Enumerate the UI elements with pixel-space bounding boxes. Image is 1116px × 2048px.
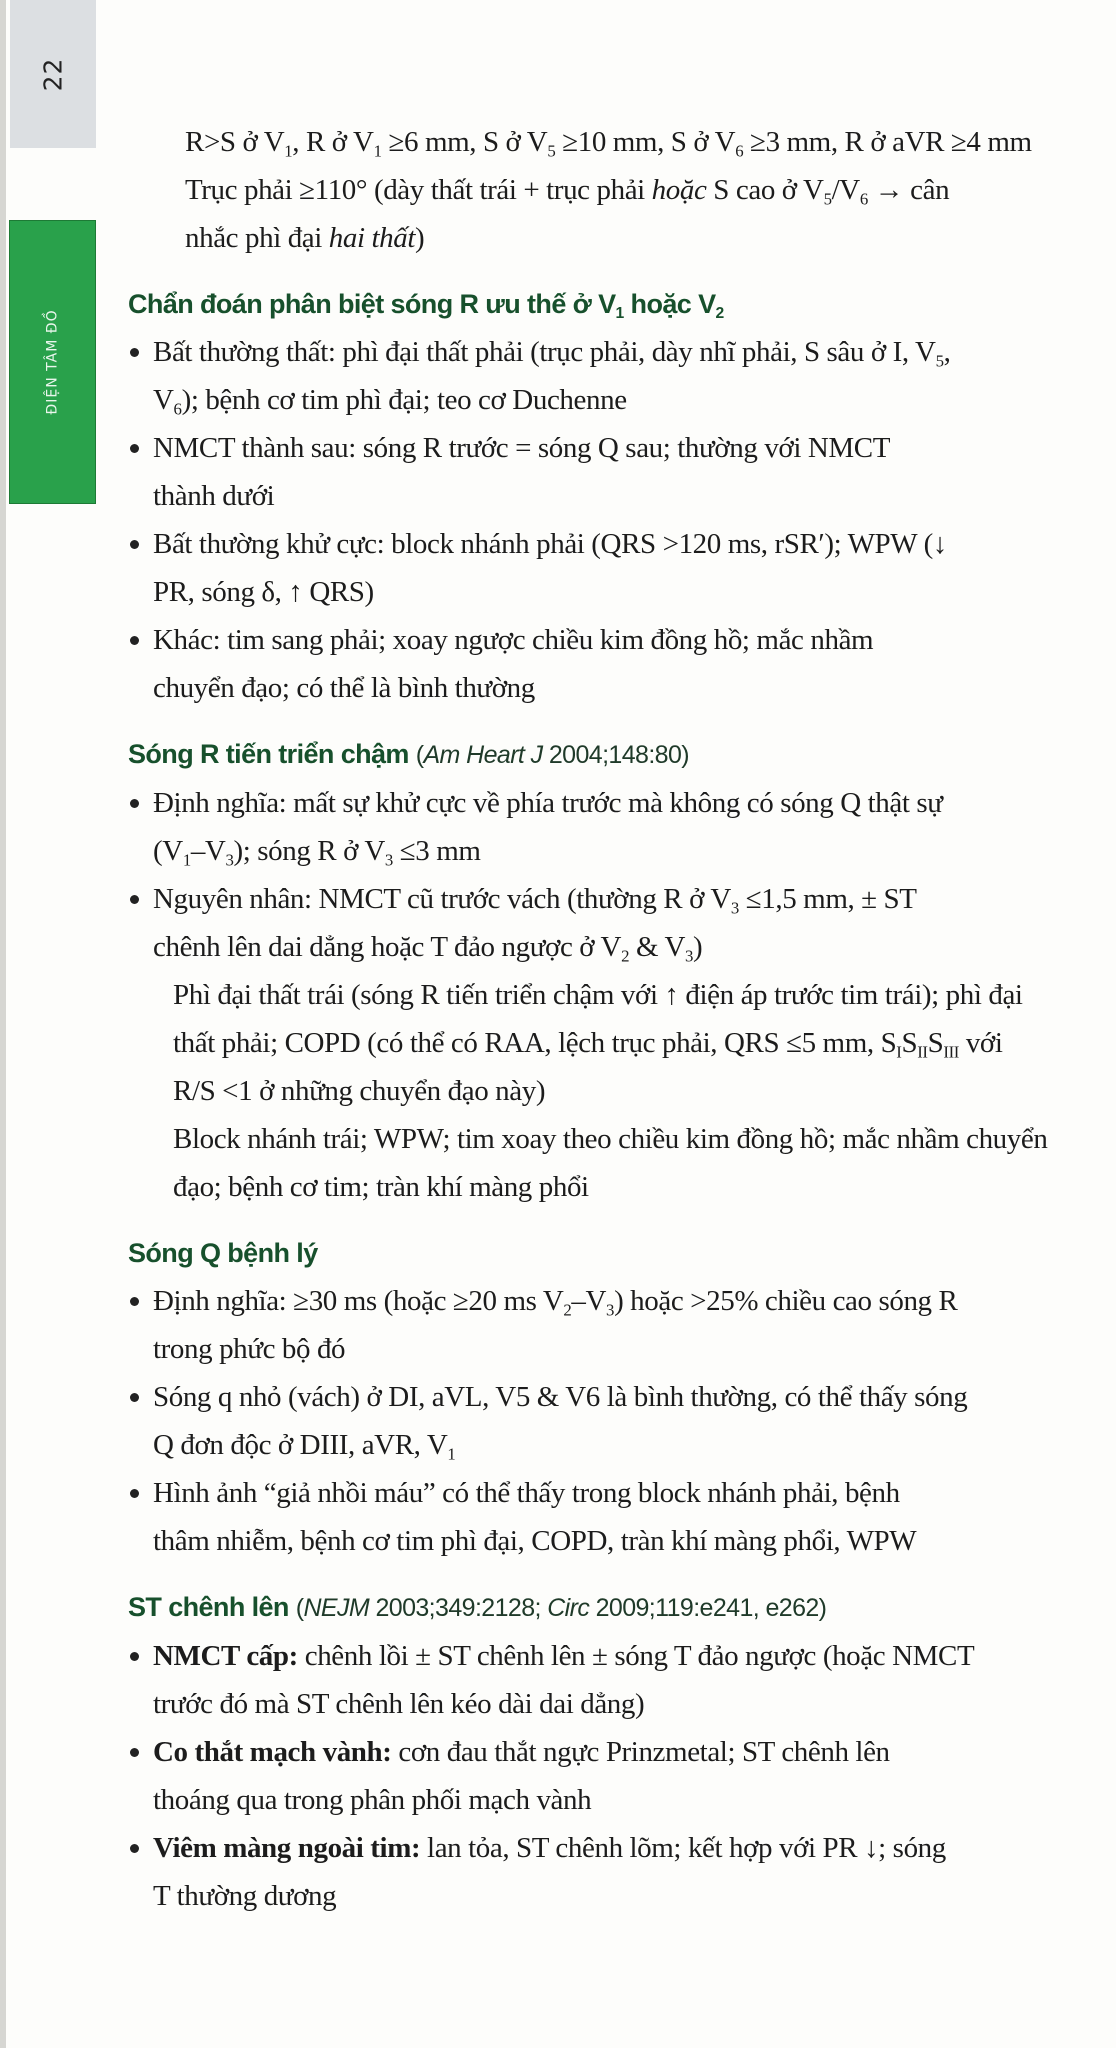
paragraph-text: phì đại thất phải; COPD (có thể có RAA, lệch trục phải, QRS ≤5 mm, <box>173 979 1023 1059</box>
list-item <box>128 520 1048 616</box>
list-item <box>128 1824 1048 1920</box>
sub-paragraph <box>128 1115 1048 1211</box>
list-item: Bất thường thất: phì đại thất phải (trục phải, dày nhĩ phải, S sâu ở I, $V_5$, $V_6$); bệnh cơ tim phì đại; teo cơ Duchenne <box>128 328 1048 424</box>
section-reference: (Am Heart J 2004;148:80) <box>415 741 690 769</box>
list-item: Định nghĩa: ≥30 ms (hoặc ≥20 ms $V_2-V_3$) hoặc >25% chiều cao sóng R trong phức bộ đó <box>128 1277 1048 1373</box>
intro-criteria <box>128 118 1048 262</box>
section-dominant-r-wave <box>128 284 1048 712</box>
bullet-text-cont: chuyển đạo; có thể là bình thường <box>153 672 535 704</box>
list-item: Nguyên nhân: NMCT cũ trước vách (thường R ở $V_3 \le 1,5$ mm, ± ST chênh lên dai dẳng hoặc T đảo ngược ở $V_2$ & $V_3$) <box>128 875 1048 971</box>
page-content <box>128 118 1048 1920</box>
intro-line-3: nhắc phì đại hai thất) <box>185 222 425 254</box>
list-item <box>128 424 1048 520</box>
list-item <box>128 1373 1048 1469</box>
bullet-text: Hình ảnh “giả nhồi máu” có thể thấy trong block nhánh phải, bệnh <box>153 1477 900 1509</box>
list-item <box>128 616 1048 712</box>
intro-line-1: R>S ở $V_1$, R ở $V_1 \ge 6$ mm, S ở $V_5 \ge 10$ mm, S ở $V_6 \ge 3$ mm, R ở aVR ≥4 mm <box>185 126 1032 161</box>
bullet-text: ) hoặc >25% chiều cao sóng R <box>614 1285 958 1317</box>
paragraph-text: Phì đại thất trái (sóng R tiến triển chậm với ↑ điện áp trước tim trái); <box>173 979 939 1011</box>
sub-paragraph <box>128 971 1048 1115</box>
section-title <box>128 734 1048 775</box>
section-title: Sóng Q bệnh lý <box>128 1238 318 1268</box>
bullet-text-cont: thành dưới <box>153 480 275 512</box>
section-reference: (NEJM 2003;349:2128; Circ 2009;119:e241, e262) <box>295 1594 827 1622</box>
bullet-text-cont: PR, sóng δ, ↑ QRS) <box>153 576 374 608</box>
intro-line-2: Trục phải ≥110° (dày thất trái + trục phải hoặc S cao ở $V_5/V_6$ → cân <box>185 174 950 209</box>
section-title-text: ST chênh lên <box>128 1592 289 1622</box>
paragraph-text: $S_IS_{II}S_{III}$ với R/S <1 ở những chuyển đạo này) <box>173 1027 1003 1107</box>
page-number-tab <box>10 0 96 148</box>
section-title: Chẩn đoán phân biệt sóng R ưu thế ở $V_1$ hoặc $V_2$ <box>128 289 724 322</box>
section-poor-r-progression <box>128 734 1048 1211</box>
bullet-text: cơn đau thắt ngực Prinzmetal; ST chênh lên <box>391 1736 890 1768</box>
paragraph-text: chuyển đạo; bệnh cơ tim; tràn khí màng phổi <box>173 1123 1048 1203</box>
bullet-text-cont: Q đơn độc ở DIII, aVR, $V_1$ <box>153 1429 456 1464</box>
bullet-text-cont: thâm nhiễm, bệnh cơ tim phì đại, COPD, tràn khí màng phổi, WPW <box>153 1525 917 1557</box>
bullet-text: NMCT thành sau: sóng R trước = sóng Q sau; thường với NMCT <box>153 432 891 464</box>
bullet-text-cont: chênh lên dai dẳng hoặc T đảo ngược ở $V_2$ & $V_3$) <box>153 931 703 966</box>
list-item <box>128 1728 1048 1824</box>
list-item <box>128 779 1048 875</box>
list-item <box>128 1632 1048 1728</box>
bullet-text-cont: trong phức bộ đó <box>153 1333 346 1365</box>
bullet-text-cont: trước đó mà ST chênh lên kéo dài dai dẳng) <box>153 1688 645 1720</box>
page-number: 22 <box>38 57 68 91</box>
bullet-text: Bất thường khử cực: block nhánh phải (QRS >120 ms, rSR′); WPW (↓ <box>153 528 947 560</box>
bullet-text: Định nghĩa: mất sự khử cực về phía trước mà không có sóng Q thật sự <box>153 787 943 819</box>
bullet-term: Co thắt mạch vành: <box>153 1736 392 1768</box>
page-edge <box>0 0 6 2048</box>
bullet-text: chênh lồi ± ST chênh lên ± sóng T đảo ngược (hoặc NMCT <box>297 1640 975 1672</box>
bullet-text: Khác: tim sang phải; xoay ngược chiều kim đồng hồ; mắc nhầm <box>153 624 874 656</box>
bullet-text-cont: T thường dương <box>153 1880 337 1912</box>
section-title-text: Sóng R tiến triển chậm <box>128 739 409 769</box>
chapter-tab <box>9 220 96 504</box>
bullet-text: Q đơn độc ở DIII, aVR, V <box>153 1429 448 1461</box>
list-item <box>128 1469 1048 1565</box>
bullet-text-cont: $(V_1-V_3)$; sóng R ở $V_3 \le 3$ mm <box>153 835 481 870</box>
chapter-label: ĐIỆN TÂM ĐỒ <box>44 309 61 415</box>
bullet-term: Viêm màng ngoài tim: <box>153 1832 421 1864</box>
bullet-text: Sóng q nhỏ (vách) ở DI, aVL, V5 & V6 là bình thường, có thể thấy sóng <box>153 1381 968 1413</box>
bullet-text: Nguyên nhân: NMCT cũ trước vách (thường R ở V <box>153 883 731 915</box>
section-pathologic-q-waves <box>128 1233 1048 1565</box>
bullet-text-cont: thoáng qua trong phân phối mạch vành <box>153 1784 592 1816</box>
section-title <box>128 1587 1048 1628</box>
paragraph-text: Block nhánh trái; WPW; tim xoay theo chiều kim đồng hồ; mắc nhầm <box>173 1123 960 1155</box>
bullet-text: ); bệnh cơ tim phì đại; teo cơ Duchenne <box>181 384 627 416</box>
bullet-text-cont: $V_6$); bệnh cơ tim phì đại; teo cơ Duchenne <box>153 384 627 419</box>
bullet-text: Bất thường thất: phì đại thất phải (trục phải, dày nhĩ phải, S sâu ở I, V <box>153 336 936 368</box>
section-st-elevation <box>128 1587 1048 1920</box>
bullet-text: lan tỏa, ST chênh lõm; kết hợp với PR ↓; sóng <box>420 1832 946 1864</box>
paragraph-text: với R/S <1 ở những chuyển đạo này) <box>173 1027 1003 1107</box>
bullet-term: NMCT cấp: <box>153 1640 298 1672</box>
